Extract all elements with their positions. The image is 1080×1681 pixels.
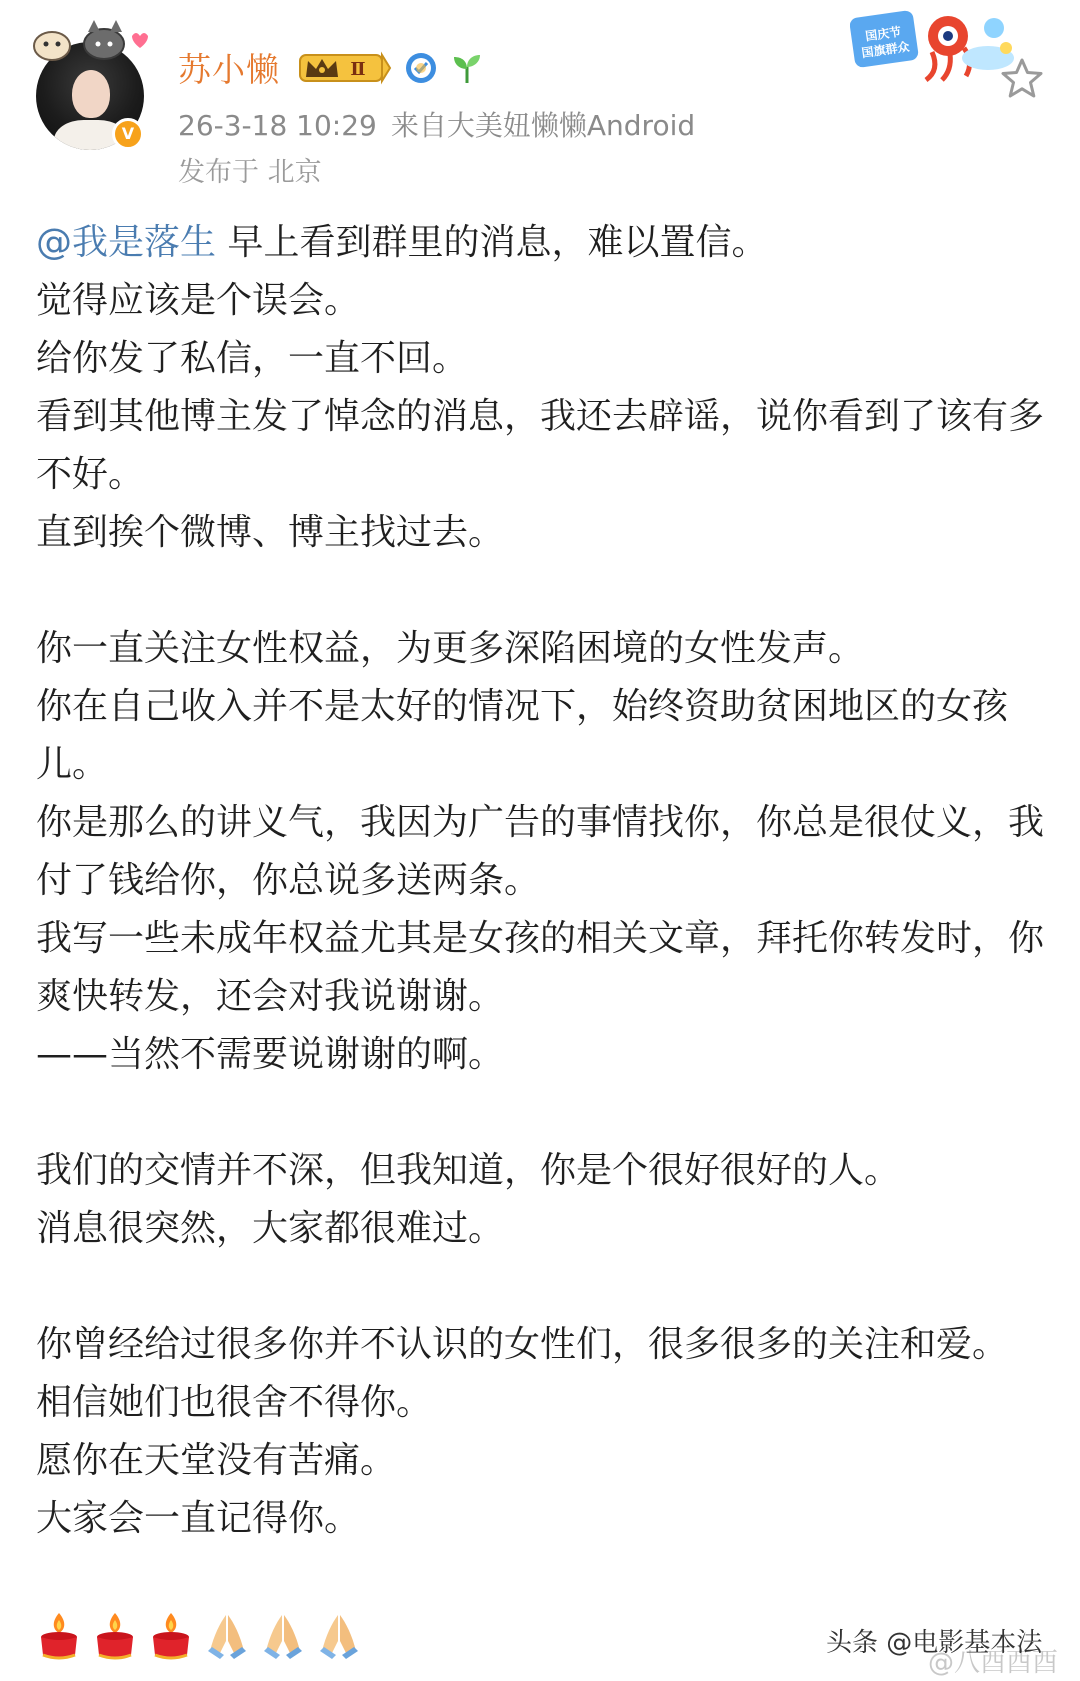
paragraph-gap	[36, 562, 1046, 620]
post-line	[36, 214, 1046, 272]
post-line: 觉得应该是个误会。	[36, 280, 361, 321]
svg-text:国旗群众: 国旗群众	[860, 39, 911, 61]
post-line: 直到挨个微博、博主找过去。	[36, 512, 505, 553]
svg-text:Ⅱ: Ⅱ	[350, 59, 366, 80]
avatar-face	[72, 70, 110, 118]
post-meta	[178, 104, 709, 144]
user-mention-link[interactable]: @我是落生	[36, 222, 217, 263]
post-line: 你是那么的讲义气，我因为广告的事情找你，你总是很仗义，我付了钱给你，你总说多送两条。	[36, 802, 1045, 901]
favorite-star-icon[interactable]	[1000, 56, 1044, 100]
post-line: 看到其他博主发了悼念的消息，我还去辟谣，说你看到了该有多不好。	[36, 396, 1045, 495]
post-line: 你在自己收入并不是太好的情况下，始终资助贫困地区的女孩儿。	[36, 686, 1009, 785]
post-source[interactable]: 来自大美妞懒懒Android	[390, 109, 696, 142]
crown-level-badge-icon[interactable]	[298, 51, 392, 85]
avatar-pendant-icon	[30, 20, 150, 64]
paragraph-gap	[36, 1084, 1046, 1142]
pray-emoji-icon	[260, 1611, 306, 1661]
verified-badge-icon: V	[112, 118, 144, 150]
post-line: 我们的交情并不深，但我知道，你是个很好很好的人。	[36, 1150, 901, 1191]
post-line: 大家会一直记得你。	[36, 1498, 361, 1539]
post-line: 相信她们也很舍不得你。	[36, 1382, 433, 1423]
emoji-row	[36, 1608, 362, 1664]
post-line-text: 早上看到群里的消息，难以置信。	[227, 222, 768, 263]
svg-text:国庆节: 国庆节	[864, 24, 903, 44]
username[interactable]: 苏小懒	[178, 50, 280, 89]
candle-emoji-icon	[92, 1611, 138, 1661]
ghost-watermark: @八酉酉酉	[928, 1648, 1059, 1678]
verification-shield-icon[interactable]	[404, 51, 438, 85]
user-badges	[298, 48, 484, 88]
candle-emoji-icon	[36, 1611, 82, 1661]
post-header	[0, 0, 1080, 195]
sprout-icon[interactable]	[450, 51, 484, 85]
post-line: ——当然不需要说谢谢的啊。	[36, 1034, 505, 1075]
paragraph-gap	[36, 1258, 1046, 1316]
national-day-sticker-icon	[850, 8, 1020, 84]
post-timestamp: 26-3-18 10:29	[178, 109, 377, 142]
post-content	[36, 214, 1046, 1548]
post-location: 发布于 北京	[178, 157, 322, 188]
candle-emoji-icon	[148, 1611, 194, 1661]
pray-emoji-icon	[316, 1611, 362, 1661]
post-line: 你一直关注女性权益，为更多深陷困境的女性发声。	[36, 628, 865, 669]
toutiao-watermark: 头条 @电影基本法	[826, 1628, 1043, 1658]
post-line: 愿你在天堂没有苦痛。	[36, 1440, 397, 1481]
post-line: 给你发了私信，一直不回。	[36, 338, 469, 379]
post-line: 你曾经给过很多你并不认识的女性们，很多很多的关注和爱。	[36, 1324, 1009, 1365]
post-line: 我写一些未成年权益尤其是女孩的相关文章，拜托你转发时，你爽快转发，还会对我说谢谢。	[36, 918, 1045, 1017]
pray-emoji-icon	[204, 1611, 250, 1661]
post-line: 消息很突然，大家都很难过。	[36, 1208, 505, 1249]
avatar-container[interactable]	[36, 42, 144, 150]
